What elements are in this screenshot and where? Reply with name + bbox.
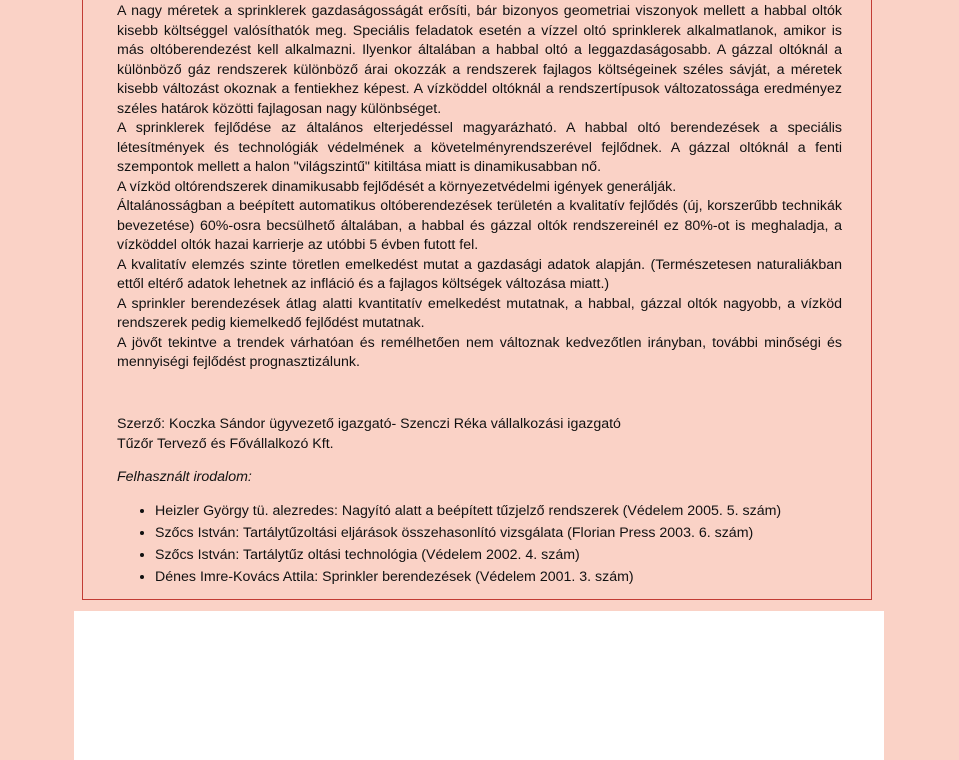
paragraph: A nagy méretek a sprinklerek gazdaságosságát erősíti, bár bizonyos geometriai viszonyok mellett a habbal oltók kisebb költséggel valósíthatók meg. Speciális feladatok esetén a vízzel oltó sprinklerek alkalmatlanok, amikor is más oltóberendezést kell alkalmazni. Ilyenkor általában a habbal oltó a leggazdaságosabb. A gázzal oltóknál a különböző gáz rendszerek különböző árai okozzák a rendszerek fajlagos költségeinek széles sávját, a méretek kisebb változást okoznak a fentiekhez képest. A vízköddel oltóknál a rendszertípusok változatossága eredményez széles határok közötti fajlagosan nagy különbséget. — [117, 3, 842, 117]
article-body — [117, 2, 842, 373]
reference-item: • Szőcs István: Tartálytűz oltási technológia (Védelem 2002. 4. szám) — [155, 544, 781, 566]
author-line: Szerző: Koczka Sándor ügyvezető igazgató- Szenczi Réka vállalkozási igazgató — [117, 416, 621, 432]
paragraph: A vízköd oltórendszerek dinamikusabb fejlődését a környezetvédelmi igények generálják. — [117, 178, 677, 195]
reference-item: • Szőcs István: Tartálytűzoltási eljárások összehasonlító vizsgálata (Florian Press 2003. 6. szám) — [155, 522, 781, 544]
reference-item: • Dénes Imre-Kovács Attila: Sprinkler berendezések (Védelem 2001. 3. szám) — [155, 566, 781, 588]
reference-item: • Heizler György tü. alezredes: Nagyító alatt a beépített tűzjelző rendszerek (Védelem 2005. 5. szám) — [155, 500, 781, 522]
paragraph: Általánosságban a beépített automatikus oltóberendezések területén a kvalitatív fejlődés (új, korszerűbb technikák bevezetése) 60%-osra becsülhető általában, a habbal és gázzal oltók rendszereinél ez 80%-ot is meghaladja, a vízköddel oltók hazai karrierje az utóbbi 5 évben futott fel. — [117, 198, 842, 253]
references-list — [137, 500, 781, 588]
paragraph: A sprinklerek fejlődése az általános elterjedéssel magyarázható. A habbal oltó berendezések a speciális létesítmények és technológiák védelmének a követelményrendszerével fejlődnek. A gázzal oltóknál a fenti szempontok mellett a halon "világszintű" kitiltása miatt is dinamikusabban nő. — [117, 120, 842, 175]
paragraph: A jövőt tekintve a trendek várhatóan és remélhetően nem változnak kedvezőtlen irányban, további minőségi és mennyiségi fejlődést prognasztizálunk. — [117, 334, 842, 370]
blank-area — [74, 611, 884, 760]
company-line: Tűzőr Tervező és Fővállalkozó Kft. — [117, 436, 334, 452]
author-block — [117, 414, 621, 454]
references-title: Felhasznált irodalom: — [117, 469, 252, 485]
paragraph: A sprinkler berendezések átlag alatti kvantitatív emelkedést mutatnak, a habbal, gázzal oltók nagyobb, a vízköd rendszerek pedig kiemelkedő fejlődést mutatnak. — [117, 295, 842, 331]
paragraph: A kvalitatív elemzés szinte töretlen emelkedést mutat a gazdasági adatok alapján. (Természetesen naturaliákban ettől eltérő adatok lehetnek az infláció és a fajlagos költségek változása miatt.) — [117, 256, 842, 292]
